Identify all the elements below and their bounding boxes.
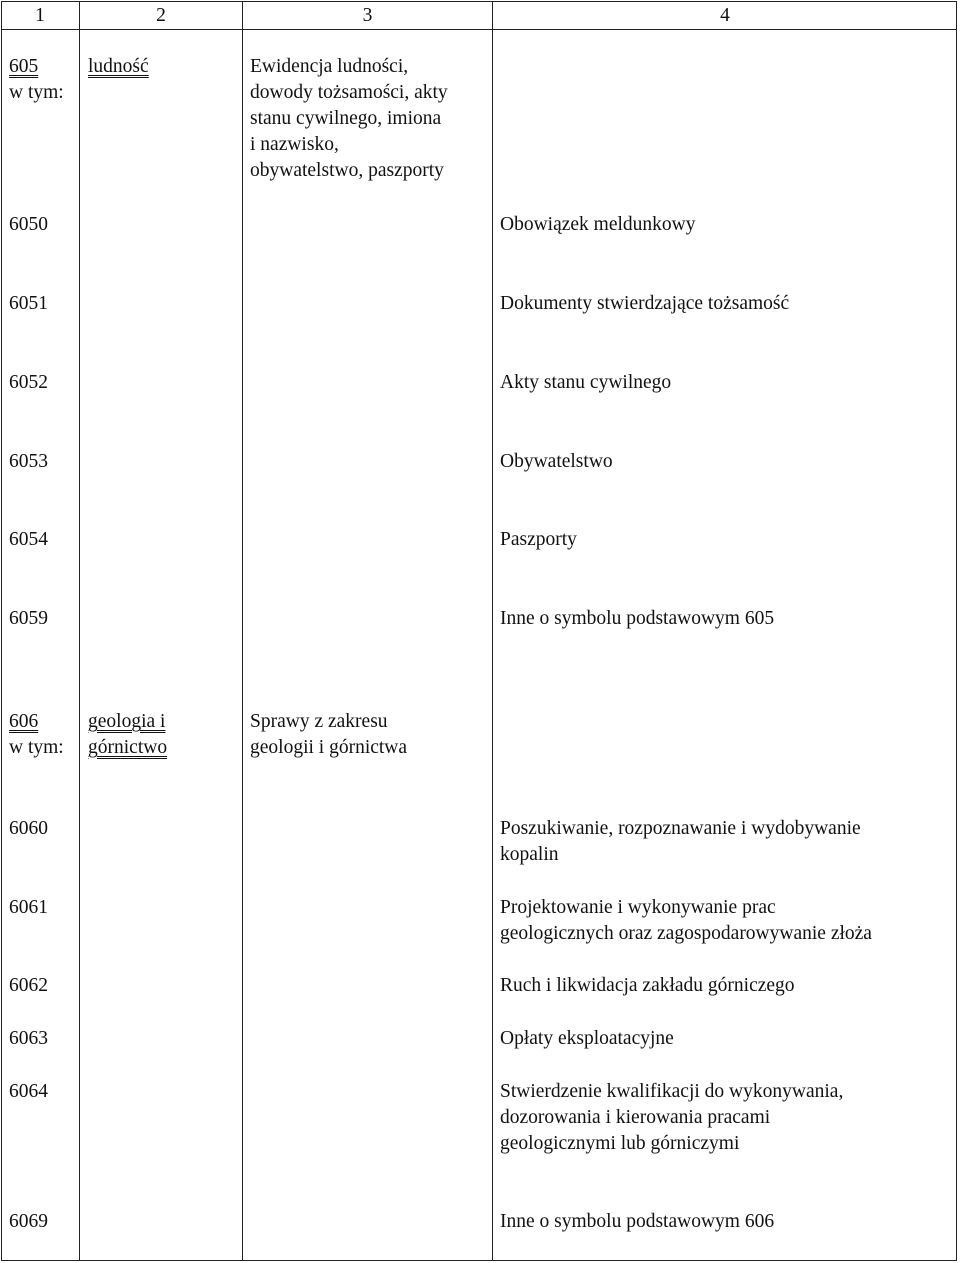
header-col-2: 2 [156,5,166,26]
header-divider [1,29,957,30]
item-label: Ruch i likwidacja zakładu górniczego [500,975,795,996]
header-col-4: 4 [720,5,730,26]
group-in-which: w tym: [9,737,64,758]
header-col-1: 1 [35,5,45,26]
group-name: ludność [88,56,149,77]
item-code: 6062 [9,975,48,996]
item-label: Obywatelstwo [500,451,613,472]
column-divider-1 [79,1,80,1261]
column-divider-2 [242,1,243,1261]
group-code: 605 [9,56,39,77]
group-description-line: stanu cywilnego, imiona [250,108,442,129]
item-code: 6052 [9,372,48,393]
item-label: Paszporty [500,529,577,550]
item-label: Inne o symbolu podstawowym 605 [500,608,775,629]
item-code: 6063 [9,1028,48,1049]
group-description-line: geologii i górnictwa [250,737,408,758]
column-divider-3 [492,1,493,1261]
item-label: geologicznych oraz zagospodarowywanie złoża [500,923,872,944]
item-label: Opłaty eksploatacyjne [500,1028,674,1049]
item-label: Poszukiwanie, rozpoznawanie i wydobywanie [500,818,861,839]
item-label: dozorowania i kierowania pracami [500,1107,771,1128]
group-description-line: Ewidencja ludności, [250,56,409,77]
group-name: górnictwo [88,737,168,758]
item-code: 6061 [9,897,48,918]
item-code: 6051 [9,293,48,314]
group-description-line: i nazwisko, [250,134,339,155]
item-label: geologicznymi lub górniczymi [500,1133,740,1154]
item-code: 6050 [9,214,48,235]
item-code: 6053 [9,451,48,472]
item-label: Projektowanie i wykonywanie prac [500,897,776,918]
item-code: 6054 [9,529,48,550]
table-frame [1,1,957,1261]
group-name: geologia i [88,711,166,732]
item-label: Dokumenty stwierdzające tożsamość [500,293,790,314]
item-code: 6060 [9,818,48,839]
group-description-line: obywatelstwo, paszporty [250,160,444,181]
item-code: 6059 [9,608,48,629]
item-code: 6064 [9,1081,48,1102]
group-description-line: dowody tożsamości, akty [250,82,448,103]
header-col-3: 3 [362,5,373,26]
item-label: Akty stanu cywilnego [500,372,672,393]
item-code: 6069 [9,1211,48,1232]
group-description-line: Sprawy z zakresu [250,711,388,732]
item-label: Obowiązek meldunkowy [500,214,696,235]
item-label: Inne o symbolu podstawowym 606 [500,1211,775,1232]
group-in-which: w tym: [9,82,64,103]
item-label: Stwierdzenie kwalifikacji do wykonywania, [500,1081,844,1102]
item-label: kopalin [500,844,559,865]
group-code: 606 [9,711,39,732]
